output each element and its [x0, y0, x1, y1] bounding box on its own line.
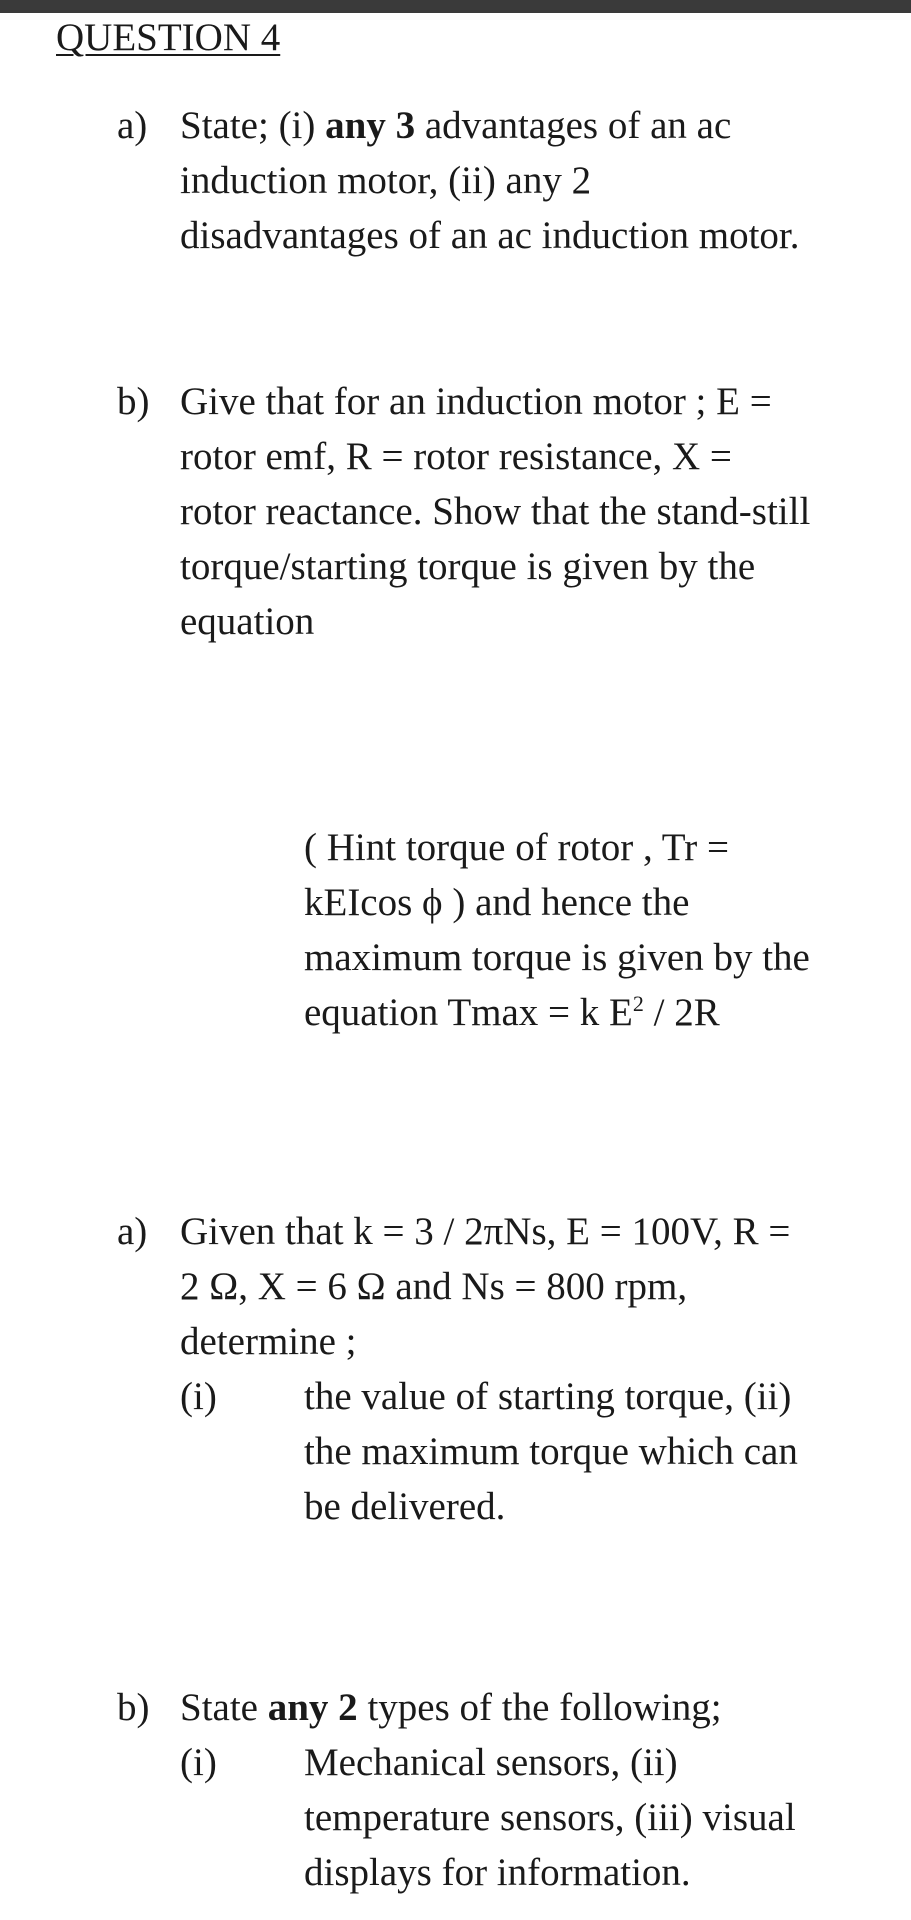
text-line: torque/starting torque is given by the — [180, 545, 756, 588]
part-text — [180, 1680, 860, 1735]
text-line: equation — [180, 600, 315, 643]
text-line: induction motor, (ii) any 2 — [180, 159, 592, 202]
part-text — [180, 374, 860, 649]
text-line: be delivered. — [304, 1485, 506, 1528]
part-marker: b) — [117, 380, 150, 423]
text-line: 2 Ω, X = 6 Ω and Ns = 800 rpm, — [180, 1265, 688, 1308]
emphasis-text: any 3 — [325, 104, 416, 147]
text-line: the maximum torque which can — [304, 1430, 798, 1473]
part-marker: a) — [117, 1210, 148, 1253]
question-part-a1 — [0, 98, 911, 268]
emphasis-text: any 2 — [267, 1686, 358, 1729]
top-edge-bar — [0, 0, 911, 13]
text-line: State; (i) any 3 advantages of an ac — [180, 104, 732, 147]
sub-part-text — [304, 1369, 864, 1534]
question-heading: QUESTION 4 — [56, 16, 281, 59]
text-line: rotor reactance. Show that the stand-still — [180, 490, 811, 533]
text-line: displays for information. — [304, 1851, 691, 1894]
text-line: Give that for an induction motor ; E = — [180, 380, 772, 423]
part-text — [180, 98, 860, 263]
sub-part-marker: (i) — [180, 1741, 217, 1784]
question-part-a2 — [0, 1204, 911, 1544]
sub-part-marker: (i) — [180, 1375, 217, 1418]
text-line: rotor emf, R = rotor resistance, X = — [180, 435, 732, 478]
text-line: maximum torque is given by the — [304, 936, 810, 979]
hint-text — [304, 820, 864, 1040]
text-line: disadvantages of an ac induction motor. — [180, 214, 800, 257]
equation-line: equation Tmax = k $E^2 / 2R$ — [304, 991, 720, 1034]
part-marker: b) — [117, 1686, 150, 1729]
question-part-b1 — [0, 374, 911, 654]
text-line: kEIcos ϕ ) and hence the — [304, 881, 690, 924]
text-line: the value of starting torque, (ii) — [304, 1375, 792, 1418]
text-line: determine ; — [180, 1320, 357, 1363]
part-marker: a) — [117, 104, 148, 147]
superscript: 2 — [632, 991, 644, 1016]
text-line: temperature sensors, (iii) visual — [304, 1796, 796, 1839]
text-line: State any 2 types of the following; — [180, 1686, 722, 1729]
text-line: ( Hint torque of rotor , Tr = — [304, 826, 729, 869]
text-line: Mechanical sensors, (ii) — [304, 1741, 678, 1784]
part-text — [180, 1204, 860, 1369]
sub-part-text — [304, 1735, 864, 1900]
question-part-b2 — [0, 1680, 911, 1910]
text-line: Given that k = 3 / 2πNs, E = 100V, R = — [180, 1210, 791, 1253]
